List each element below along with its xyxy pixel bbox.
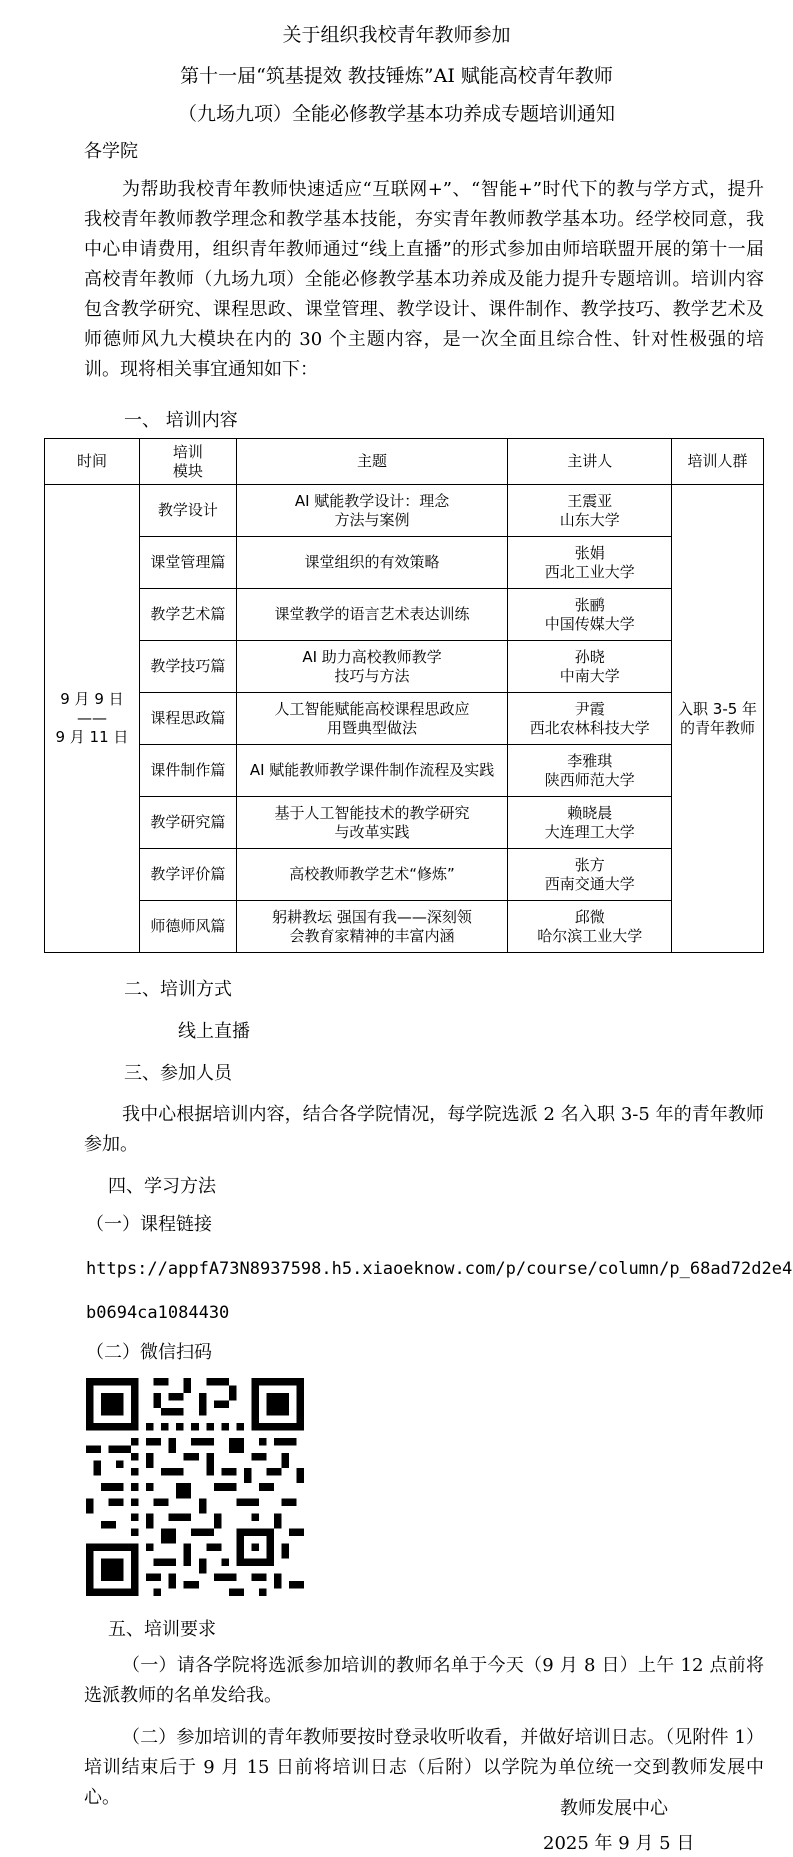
title-line-1: 关于组织我校青年教师参加 (282, 24, 511, 46)
module-cell: 教学研究篇 (139, 797, 236, 849)
module-cell: 课堂管理篇 (139, 537, 236, 589)
section-heading-participants: 三、参加人员 (124, 1063, 232, 1084)
table-row (45, 537, 764, 589)
speaker-cell: 赖晓晨 大连理工大学 (508, 797, 672, 849)
speaker-cell: 张娟 西北工业大学 (508, 537, 672, 589)
topic-cell: 课堂组织的有效策略 (236, 537, 508, 589)
title-line-2: 第十一届“筑基提效 教技锤炼”AI 赋能高校青年教师 (180, 65, 613, 87)
salutation: 各学院 (84, 141, 138, 162)
table-row (45, 797, 764, 849)
participants-body: 我中心根据培训内容，结合各学院情况，每学院选派 2 名入职 3-5 年的青年教师参加。 (84, 1104, 764, 1155)
table-row (45, 589, 764, 641)
module-cell: 课件制作篇 (139, 745, 236, 797)
signature-department: 教师发展中心 (560, 1798, 668, 1819)
speaker-cell: 张鹂 中国传媒大学 (508, 589, 672, 641)
title-line-3: （九场九项）全能必修教学基本功养成专题培训通知 (177, 103, 615, 125)
topic-cell: 基于人工智能技术的教学研究 与改革实践 (236, 797, 508, 849)
header-speaker: 主讲人 (508, 439, 672, 485)
module-cell: 教学艺术篇 (139, 589, 236, 641)
header-topic: 主题 (236, 439, 508, 485)
topic-cell: 课堂教学的语言艺术表达训练 (236, 589, 508, 641)
subheading-wechat-scan: （二）微信扫码 (86, 1342, 212, 1363)
table-row (45, 849, 764, 901)
table-header-row (45, 439, 764, 485)
intro-paragraph: 为帮助我校青年教师快速适应“互联网+”、“智能+”时代下的教与学方式，提升我校青年教师教学理念和教学基本技能，夯实青年教师教学基本功。经学校同意，我中心申请费用，组织青年教师通过“线上直播”的形式参加由师培联盟开展的第十一届高校青年教师（九场九项）全能必修教学基本功养成及能力提升专题培训。培训内容包含教学研究、课程思政、课堂管理、教学设计、课件制作、教学技巧、教学艺术及师德师风九大模块在内的 30 个主题内容，是一次全面且综合性、针对性极强的培训。现将相关事宜通知如下： (84, 179, 764, 380)
wechat-qr-code[interactable] (86, 1378, 304, 1596)
section-heading-method: 二、培训方式 (124, 979, 232, 1000)
speaker-cell: 张方 西南交通大学 (508, 849, 672, 901)
module-cell: 课程思政篇 (139, 693, 236, 745)
section-heading-content: 一、 培训内容 (124, 410, 238, 431)
topic-cell: 人工智能赋能高校课程思政应 用暨典型做法 (236, 693, 508, 745)
requirement-1: （一）请各学院将选派参加培训的教师名单于今天（9 月 8 日）上午 12 点前将选派教师的名单发给我。 (84, 1655, 764, 1706)
course-link-line-2[interactable]: b0694ca1084430 (86, 1303, 230, 1323)
speaker-cell: 尹霞 西北农林科技大学 (508, 693, 672, 745)
module-cell: 教学评价篇 (139, 849, 236, 901)
module-cell: 教学技巧篇 (139, 641, 236, 693)
subheading-course-link: （一）课程链接 (86, 1214, 212, 1235)
topic-cell: AI 助力高校教师教学 技巧与方法 (236, 641, 508, 693)
speaker-cell: 王震亚 山东大学 (508, 485, 672, 537)
header-audience: 培训人群 (672, 439, 764, 485)
header-time: 时间 (45, 439, 140, 485)
section-heading-requirements: 五、培训要求 (108, 1619, 216, 1640)
table-row (45, 641, 764, 693)
method-body: 线上直播 (178, 1021, 250, 1042)
module-cell: 教学设计 (139, 485, 236, 537)
table-row (45, 485, 764, 537)
speaker-cell: 孙晓 中南大学 (508, 641, 672, 693)
table-row (45, 745, 764, 797)
time-cell: 9 月 9 日 —— 9 月 11 日 (45, 485, 140, 953)
course-link-line-1[interactable]: https://appfA73N8937598.h5.xiaoeknow.com/p/course/column/p_68ad72d2e4 (86, 1259, 793, 1279)
section-heading-study: 四、学习方法 (108, 1176, 216, 1197)
schedule-table (44, 438, 764, 953)
topic-cell: 躬耕教坛 强国有我——深刻领 会教育家精神的丰富内涵 (236, 901, 508, 953)
table-row (45, 901, 764, 953)
speaker-cell: 邱微 哈尔滨工业大学 (508, 901, 672, 953)
topic-cell: 高校教师教学艺术“修炼” (236, 849, 508, 901)
audience-cell: 入职 3-5 年 的青年教师 (672, 485, 764, 953)
topic-cell: AI 赋能教学设计：理念 方法与案例 (236, 485, 508, 537)
topic-cell: AI 赋能教师教学课件制作流程及实践 (236, 745, 508, 797)
header-module: 培训 模块 (139, 439, 236, 485)
speaker-cell: 李雅琪 陕西师范大学 (508, 745, 672, 797)
requirement-2: （二）参加培训的青年教师要按时登录收听收看，并做好培训日志。（见附件 1）培训结束后于 9 月 15 日前将培训日志（后附）以学院为单位统一交到教师发展中心。 (84, 1727, 764, 1808)
table-row (45, 693, 764, 745)
signature-date: 2025 年 9 月 5 日 (543, 1833, 695, 1854)
module-cell: 师德师风篇 (139, 901, 236, 953)
